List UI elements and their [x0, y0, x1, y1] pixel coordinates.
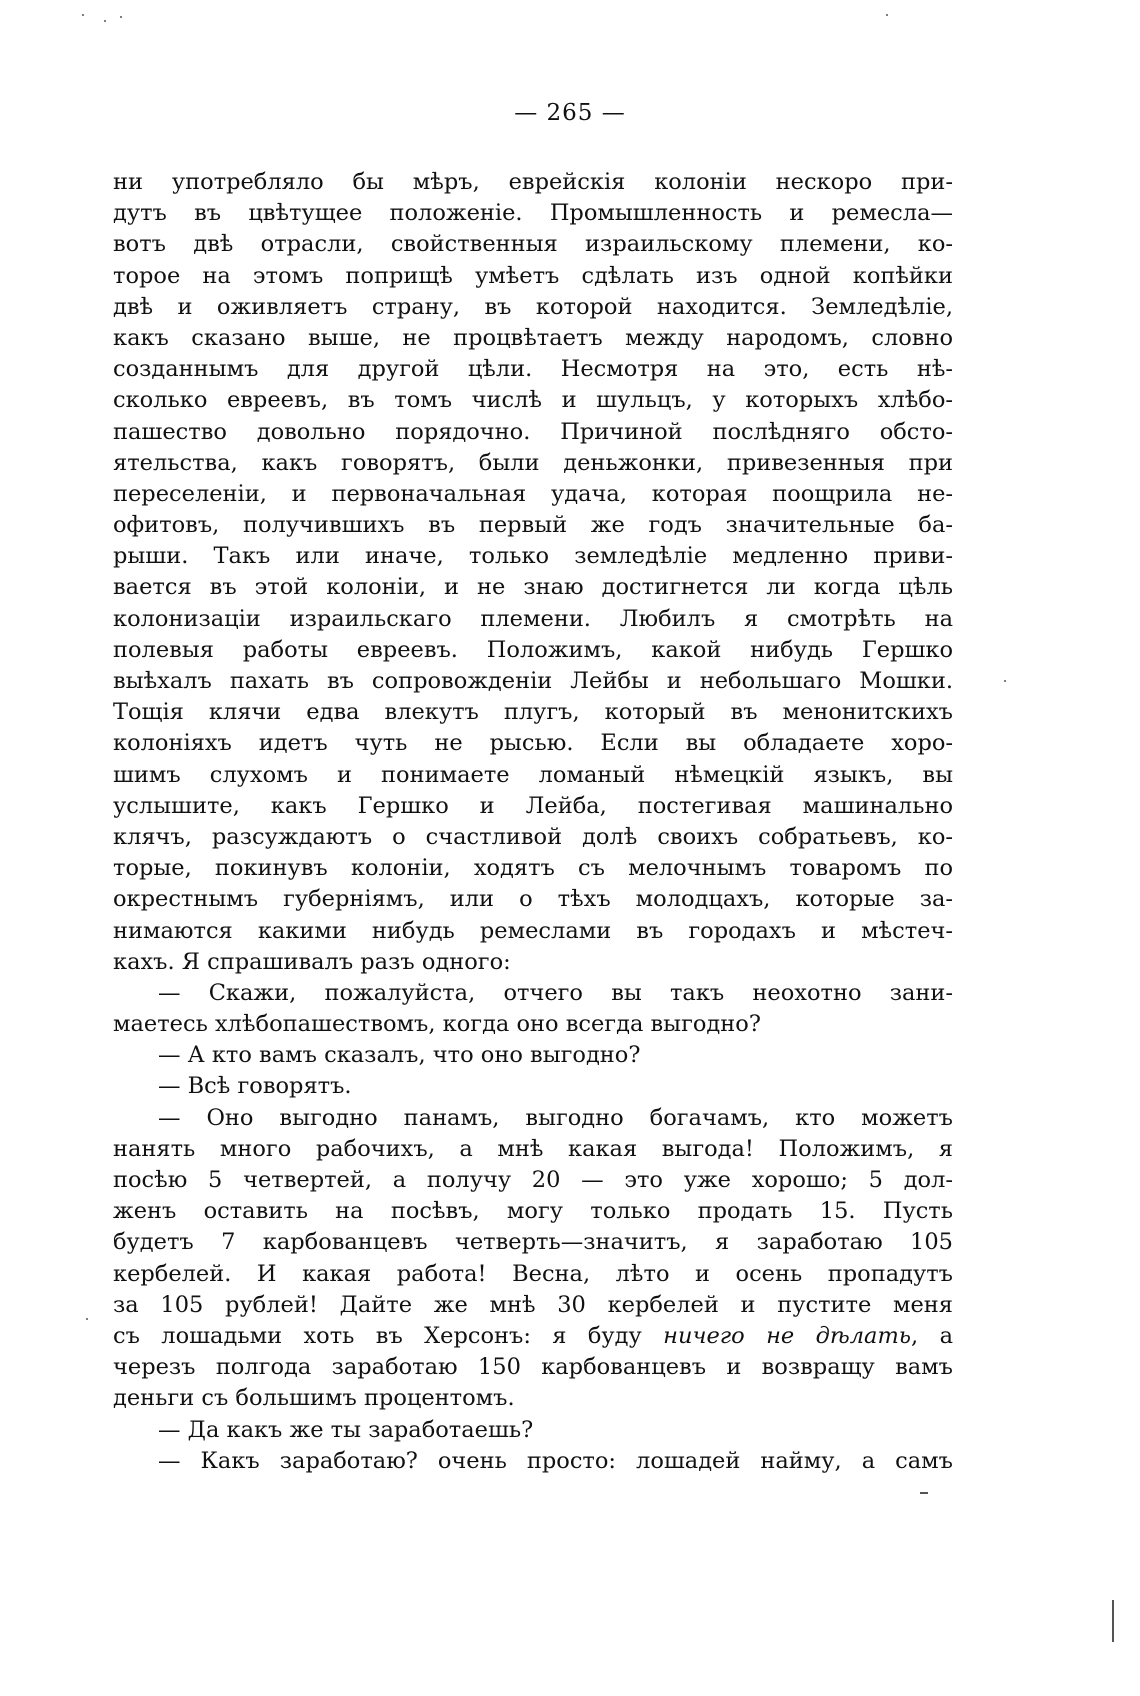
text-line: переселеніи, и первоначальная удача, которая поощрила не- — [113, 480, 953, 507]
text-line: офитовъ, получившихъ въ первый же годъ значительные ба- — [113, 512, 953, 539]
text-line: двѣ и оживляетъ страну, въ которой находится. Земледѣліе, — [113, 293, 953, 320]
text-line: торое на этомъ поприщѣ умѣетъ сдѣлать изъ одной копѣйки — [113, 262, 953, 289]
text-line-with-italic — [113, 1321, 953, 1352]
text-line: будетъ 7 карбованцевъ четверть—значитъ, я заработаю 105 — [113, 1229, 953, 1256]
text-line: вается въ этой колоніи, и не знаю достигнется ли когда цѣль — [113, 574, 953, 601]
text-line: ятельства, какъ говорятъ, были деньжонки, привезенныя при — [113, 449, 953, 476]
text-segment: , а — [911, 1322, 953, 1349]
text-line: посѣю 5 четвертей, а получу 20 — это уже хорошо; 5 дол- — [113, 1167, 953, 1193]
italic-phrase: ничего не дѣлать — [663, 1322, 912, 1349]
text-line: пашество довольно порядочно. Причиной послѣдняго обсто- — [113, 418, 953, 445]
text-line: маетесь хлѣбопашествомъ, когда оно всегда выгодно? — [113, 1011, 761, 1038]
text-line: Тощія клячи едва влекутъ плугъ, который въ менонитскихъ — [113, 699, 953, 726]
scan-dot — [86, 1318, 88, 1320]
text-line: за 105 рублей! Дайте же мнѣ 30 кербелей и пустите меня — [113, 1291, 953, 1318]
text-line: рыши. Такъ или иначе, только земледѣліе медленно приви- — [113, 543, 953, 570]
text-line: нанять много рабочихъ, а мнѣ какая выгода! Положимъ, я — [113, 1135, 953, 1162]
text-line: нимаются какими нибудь ремеслами въ городахъ и мѣстеч- — [113, 917, 953, 944]
text-line: дутъ въ цвѣтущее положеніе. Промышленность и ремесла— — [113, 200, 953, 227]
text-line: женъ оставить на посѣвъ, могу только продать 15. Пусть — [113, 1198, 953, 1225]
text-line: торые, покинувъ колоніи, ходятъ съ мелочнымъ товаромъ по — [113, 855, 953, 882]
text-line: шимъ слухомъ и понимаете ломаный нѣмецкій языкъ, вы — [113, 761, 953, 788]
text-line: выѣхалъ пахать въ сопровожденіи Лейбы и небольшаго Мошки. — [113, 668, 953, 694]
text-line: полевыя работы евреевъ. Положимъ, какой нибудь Гершко — [113, 636, 953, 663]
text-line: черезъ полгода заработаю 150 карбованцевъ и возвращу вамъ — [113, 1354, 953, 1381]
scan-dot — [1004, 680, 1006, 682]
scan-mark — [1112, 1600, 1114, 1642]
text-line: сколько евреевъ, въ томъ числѣ и шульцъ, у которыхъ хлѣбо- — [113, 387, 953, 414]
dialogue-line: — Оно выгодно панамъ, выгодно богачамъ, кто можетъ — [158, 1104, 953, 1131]
text-line: вотъ двѣ отрасли, свойственныя израильскому племени, ко- — [113, 231, 953, 258]
body-text — [113, 167, 953, 1477]
text-line: колонизаціи израильскаго племени. Любилъ я смотрѣть на — [113, 605, 953, 632]
text-line: клячъ, разсуждаютъ о счастливой долѣ своихъ собратьевъ, ко- — [113, 823, 953, 850]
scan-dot — [82, 14, 84, 16]
dialogue-line: — Какъ заработаю? очень просто: лошадей найму, а самъ — [158, 1447, 953, 1474]
text-segment: съ лошадьми хоть въ Херсонъ: я буду — [113, 1322, 664, 1349]
text-line: услышите, какъ Гершко и Лейба, постегивая машинально — [113, 792, 953, 819]
text-line: колоніяхъ идетъ чуть не рысью. Если вы обладаете хоро- — [113, 730, 953, 757]
scan-dot — [104, 20, 106, 22]
text-line: кахъ. Я спрашивалъ разъ одного: — [113, 948, 511, 975]
dialogue-line: — А кто вамъ сказалъ, что оно выгодно? — [158, 1042, 641, 1069]
scan-mark — [920, 1492, 928, 1494]
scan-dot — [120, 16, 122, 18]
text-line: ни употребляло бы мѣръ, еврейскія колоніи нескоро при- — [113, 169, 953, 195]
page-number: — 265 — — [514, 100, 626, 126]
text-line: окрестнымъ губерніямъ, или о тѣхъ молодцахъ, которые за- — [113, 886, 953, 913]
dialogue-line: — Всѣ говорятъ. — [158, 1073, 352, 1100]
dialogue-line: — Скажи, пожалуйста, отчего вы такъ неохотно зани- — [158, 979, 953, 1006]
text-line: какъ сказано выше, не процвѣтаетъ между народомъ, словно — [113, 324, 953, 351]
text-line: созданнымъ для другой цѣли. Несмотря на это, есть нѣ- — [113, 356, 953, 383]
text-line: деньги съ большимъ процентомъ. — [113, 1385, 515, 1412]
dialogue-line: — Да какъ же ты заработаешь? — [158, 1416, 534, 1443]
text-line: кербелей. И какая работа! Весна, лѣто и осень пропадутъ — [113, 1260, 953, 1287]
scan-dot — [886, 14, 888, 16]
